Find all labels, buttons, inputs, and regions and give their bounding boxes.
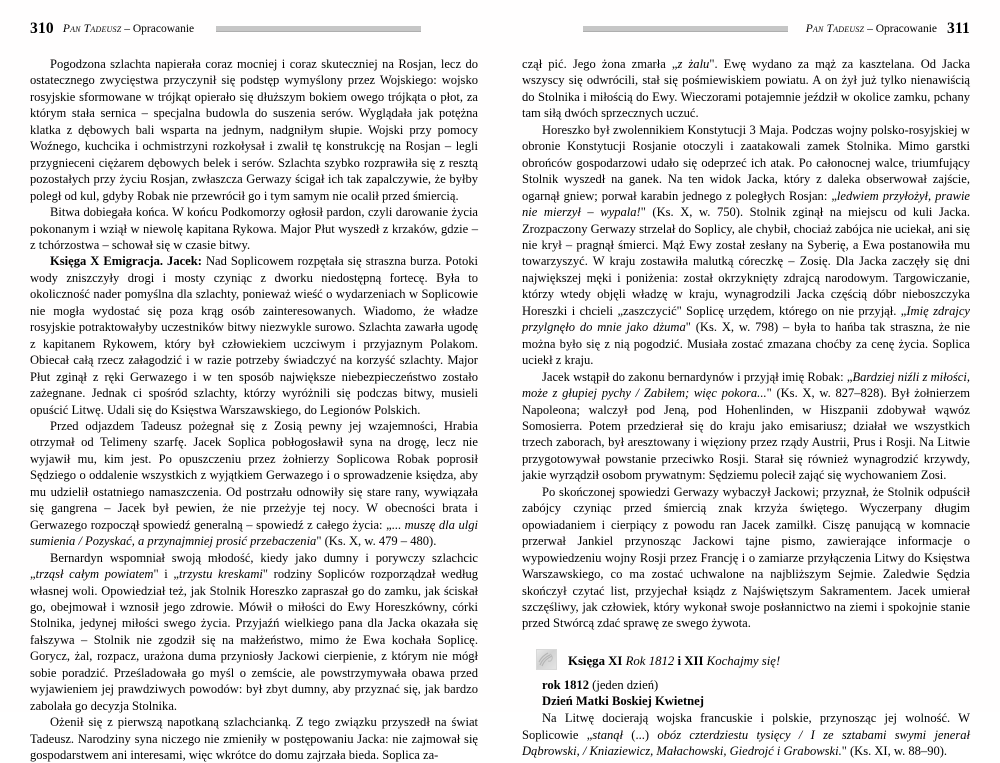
page-right — [500, 0, 1000, 758]
paragraph-ksiega-x — [30, 253, 478, 418]
quote-italic: trząsł całym powiatem — [35, 567, 154, 582]
body-column-right — [522, 56, 970, 632]
decorative-ornament-icon — [536, 649, 557, 670]
paragraph-text: czął pić. Jego żona zmarła „ — [522, 57, 678, 71]
chapter-title-rok-1812: Rok 1812 — [625, 653, 675, 668]
quote-ellipsis: (...) — [623, 727, 658, 742]
chapter-title — [568, 654, 780, 670]
subheading-plain: (jeden dzień) — [589, 677, 659, 692]
paragraph-text: Na Litwę docierają wojska francuskie i polskie, przynosząc jej wolność. W Soplicowie „ — [522, 711, 970, 742]
paragraph-spowiedz — [30, 418, 478, 550]
paragraph: Po skończonej spowiedzi Gerwazy wybaczył Jackowi; przyznał, że Stolnik odpuścił zabójcy czyniąc przed śmiercią znak krzyża świętego. Wyczerpany długim opowiadaniem i cierpiący z powodu ran Jacek zamilkł. Ciszę panującą w komnacie przerwał Jankiel przynosząc Jackowi tajne pismo, zawierające informacje o wypowiedzeniu wojny Rosji przez Francję i o zamiarze przyłączenia Litwy do Księstwa Warszawskiego, co ma zostać uchwalone na najbliższym Sejmie. Zaledwie Sędzia skończył czytać list, przyjechał ksiądz z Najświętszym Sakramentem. Jacek umierał szczęśliwy, jak człowiek, który wykonał swoje posłannictwo na ziemi i spokojnie stanie przed Stwórcą zdać sprawę ze swego żywota. — [522, 484, 970, 631]
quote-italic: obóz czterdziestu tysięcy / I ze sztabami swymi jenerał Dąbrowski, / Kniaziewicz, Małachowski, Giedrojć i Grabowski. — [522, 727, 970, 758]
quote-italic: Bardziej niźli z miłości, może z głupiej pychy / Zabiłem; więc pokora... — [522, 369, 971, 401]
paragraph: Bitwa dobiegała końca. W końcu Podkomorzy ogłosił pardon, czyli darowanie życia pokonanym i wziął w niewolę kapitana Rykowa. Major Płut wyszedł z krzaków, gdzie – z tchórzostwa – schował się w czasie bitwy. — [30, 205, 478, 252]
running-title-book-right: Pan Tadeusz — [805, 23, 865, 35]
paragraph-text: " rodziny Sopliców rozporządzał według własnej woli. Opowiedział też, jak Stolnik Horeszko zapraszał go do zamku, jak ściskał go, obejmował i wznosił jego zdrowie. Mówił o miłości do Ewy Horeszkówny, córki Stolnika, jedynej miłości swego życia. Przyjaźń wielkiego pana dla Jacka okazała się fałszywa – Stolnik nie zgodził się na małżeństwo, mimo że Ewa kochała Soplicę. Gorycz, żal, rozpacz, urażona duma przyniosły Jackowi cierpienie, z którym nie mógł sobie poradzić. Prześladowała go myśl o zemście, ale powstrzymywała obawa przed wyjawieniem jej prawdziwych powodów: był zbyt dumny, aby przyznać się, jak bardzo zabolała go decyzja Stolnika. — [30, 567, 478, 713]
ksiega-x-body: Nad Soplicowem rozpętała się straszna burza. Potoki wody zniszczyły drogi i mosty czyniąc z dworku niedostępną fortecę. Była to okoliczność nader pomyślna dla szlachty, ponieważ wieść o wydarzeniach w Soplicowie nie mogła wydostać się poza krąg osób zainteresowanych. Wiadomo, że władze rosyjskie potraktowałyby uczestników bitwy niezwykle surowo. Szlachta zawarła ugodę z kapitanem Rykowem, który był człowiekiem uczciwym i przyjaznym Polakom. Obiecał całą rzecz załagodzić i w razie potrzeby świadczyć na korzyść szlachty. Major Płut zginął z ręki Gerwazego i w ten sposób największe niebezpieczeństwo zostało zażegnane. Jednak ci spośród szlachty, którzy wyróżnili się podczas bitwy, musieli opuścić Litwę. Udali się do Księstwa Warszawskiego, do Legionów Polskich. — [30, 254, 478, 417]
subheading-bold: rok 1812 — [542, 677, 589, 692]
subheading-dzien-matki-boskiej: Dzień Matki Boskiej Kwietnej — [542, 694, 704, 709]
chapter-label-ksiega-xi: Księga XI — [568, 653, 626, 668]
running-head-right — [522, 18, 970, 40]
paragraph-text: Jacek wstąpił do zakonu bernardynów i przyjął imię Robak: „ — [542, 369, 853, 384]
quote-italic: z żalu — [677, 57, 710, 71]
running-title-rest-left: – Opracowanie — [121, 23, 195, 35]
paragraph-text: Przed odjazdem Tadeusz pożegnał się z Zosią pewny jej wzajemności, Hrabia otrzymał od Telimeny szarfę. Jacek Soplica pobłogosławił syna na drogę, lecz nie wyjawił mu, kim jest. Po opuszczeniu przez żołnierzy Soplicowa Robak poprosił Sędziego o oddalenie wszystkich z wyjątkiem Gerwazego i o sprowadzenie księdza, aby mu udzielił ostatniego namaszczenia. Od postrzału odnowiły się stare rany, wywiązała się gangrena – Jacek był pewien, że nie przeżyje tej nocy. W obecności brata i Gerwazego rozpoczął spowiedź generalną – spowiedź z całego życia: „... — [30, 418, 478, 532]
folio-number-left: 310 — [30, 20, 54, 37]
running-title-book-left: Pan Tadeusz — [62, 23, 122, 35]
quote-separator: " i „ — [153, 567, 179, 582]
paragraph: Pogodzona szlachta napierała coraz mocniej i coraz skuteczniej na Rosjan, lecz do ostatecznego zwycięstwa przyczynił się podstęp wymyślony przez Wojskiego: wojsko rosyjskie sformowane w trójkąt opierało się dłuższym bokiem owego trójkąta o płot, za którym stała sernica – specjalna budowla do suszenia serów. Wyglądała jak potężna klatka z dębowych bali wsparta na jednym, nadgniłym słupie. Wojski przy pomocy Woźnego, kuchcika i ochmistrzyni rozkołysał i zwalił tę konstrukcję na Rosjan – legli przygnieceni ciężarem dębowych belek i serów. Szlachta szybko rozprawiła się z resztą pozostałych przy życiu Rosjan, zwłaszcza Gerwazy ścigał ich tak zapalczywie, że byłby poległ od kul, gdyby Robak nie przewrócił go i tym samym nie ocalił przed śmiercią. — [30, 57, 478, 203]
paragraph-bernardyn — [30, 550, 478, 715]
paragraph-text: " (Ks. X, w. 798) – była to hańba tak straszna, że nie można było się z nią pogodzić. Musiała zostać zmazana choćby za cenę życia. Soplica uciekł z kraju. — [522, 320, 970, 368]
quote-citation: " (Ks. X, w. 479 – 480). — [316, 534, 437, 549]
paragraph-text: Bernardyn wspomniał swoją młodość, kiedy jako dumny i porywczy szlachcic „ — [30, 550, 478, 582]
paragraph-horeszko — [522, 122, 970, 369]
paragraph: Ożenił się z pierwszą napotkaną szlachcianką. Z tego związku przyszedł na świat Tadeusz. Narodziny syna niczego nie zmieniły w postępowaniu Jacka: nie zajmował się gospodarstwem ani interesami, więc wkrótce do domu zajrzała bieda. Soplica za- — [30, 715, 478, 763]
paragraph-text: " (Ks. X, w. 827–828). Był żołnierzem Napoleona; walczył pod Jeną, pod Hohenlinden, w Hiszpanii zdobywał wąwóz Somosierra. Potem przedzierał się do kraju jako emisariusz; działał we wszystkich trzech zaborach, był aresztowany i więziony przez rządy Austrii, Prus i Rosji. Na Litwie przygotowywał powstanie przeciwko Rosji. Starał się również wynagrodzić krzywdy, jakie wyrządził osobom prywatnym: Sędziemu polecił zająć się wychowaniem Zosi. — [522, 386, 970, 483]
running-head-rule-left — [216, 26, 421, 32]
quote-italic: ledwiem przyłożył, prawie nie mierzył – wypala! — [522, 188, 970, 220]
quote-italic: Imię zdrajcy przylgnęło do mnie jako dżuma — [522, 303, 971, 335]
quote-citation: " (Ks. XI, w. 88–90). — [841, 743, 948, 758]
running-title-right — [806, 23, 937, 35]
paragraph-czal — [522, 56, 970, 122]
running-title-left — [63, 23, 194, 35]
folio-number-right: 311 — [947, 20, 970, 37]
quote-italic: trzystu kreskami — [178, 567, 263, 582]
running-title-rest-right: – Opracowanie — [864, 23, 937, 35]
quote-italic: stanął — [592, 727, 624, 742]
paragraph-robak — [522, 369, 970, 484]
chapter-title-kochajmy-sie: Kochajmy się! — [706, 653, 781, 668]
paragraph-text: ". Ewę wydano za mąż za kasztelana. Od Jacka wszyscy się odwrócili, stał się pośmiewiskiem powiatu. A on żył już tylko nienawiścią do Stolnika i miłością do Ewy. Wieczorami potajemnie jeździł w okolice zamku, pchany tam siłą dwóch sprzecznych uczuć. — [522, 57, 971, 121]
running-head-left — [30, 18, 478, 40]
chapter-heading-block — [522, 649, 970, 670]
paragraph-text: " (Ks. X, w. 750). Stolnik zginął na miejscu od kuli Jacka. Zrozpaczony Gerwazy strzelał do Soplicy, ale chybił, chociaż zabójca nie uciekał, ani się nie krył – pragnął śmierci. Mąż Ewy został zesłany na Syberię, a Ewa postanowiła mu towarzyszyć. W kraju zostawiła malutką córeczkę – Zosię. Dla Jacka zaczęły się dni największej męki i poniżenia: został okrzyknięty zdrajcą narodowym. Targowiczanie, którzy wtedy objęli władzę w kraju, wynagrodzili Jacka częścią dóbr nieboszczyka Horeszki i chcieli „zaszczycić" Soplicę urzędem, którego on nie przyjął. „ — [522, 205, 970, 318]
running-head-rule-right — [583, 26, 788, 32]
body-column-left — [30, 56, 478, 763]
chapter-label-xii: i XII — [674, 653, 707, 668]
paragraph-text: Horeszko był zwolennikiem Konstytucji 3 Maja. Podczas wojny polsko-rosyjskiej w obronie Konstytucji Rosjanie otoczyli i zaatakowali zamek Stolnika. Mimo garstki obrońców gospodarzowi udało się odeprzeć ich atak. Po całonocnej walce, triumfujący Stolnik wyszedł na ganek. Na ten widok Jacka, który z daleka obserwował zajście, ogarnął gniew; porwał karabin jednego z poległych Rosjan: „ — [522, 122, 970, 203]
body-column-right-lower — [522, 677, 970, 760]
subheading-rok-1812 — [522, 677, 970, 694]
paragraph-litwa — [522, 710, 970, 759]
quote-italic: muszę dla ulgi sumienia / Pozyskać, a przynajmniej prosić przebaczenia — [30, 517, 478, 549]
ksiega-x-heading: Księga X Emigracja. Jacek: — [50, 254, 202, 269]
